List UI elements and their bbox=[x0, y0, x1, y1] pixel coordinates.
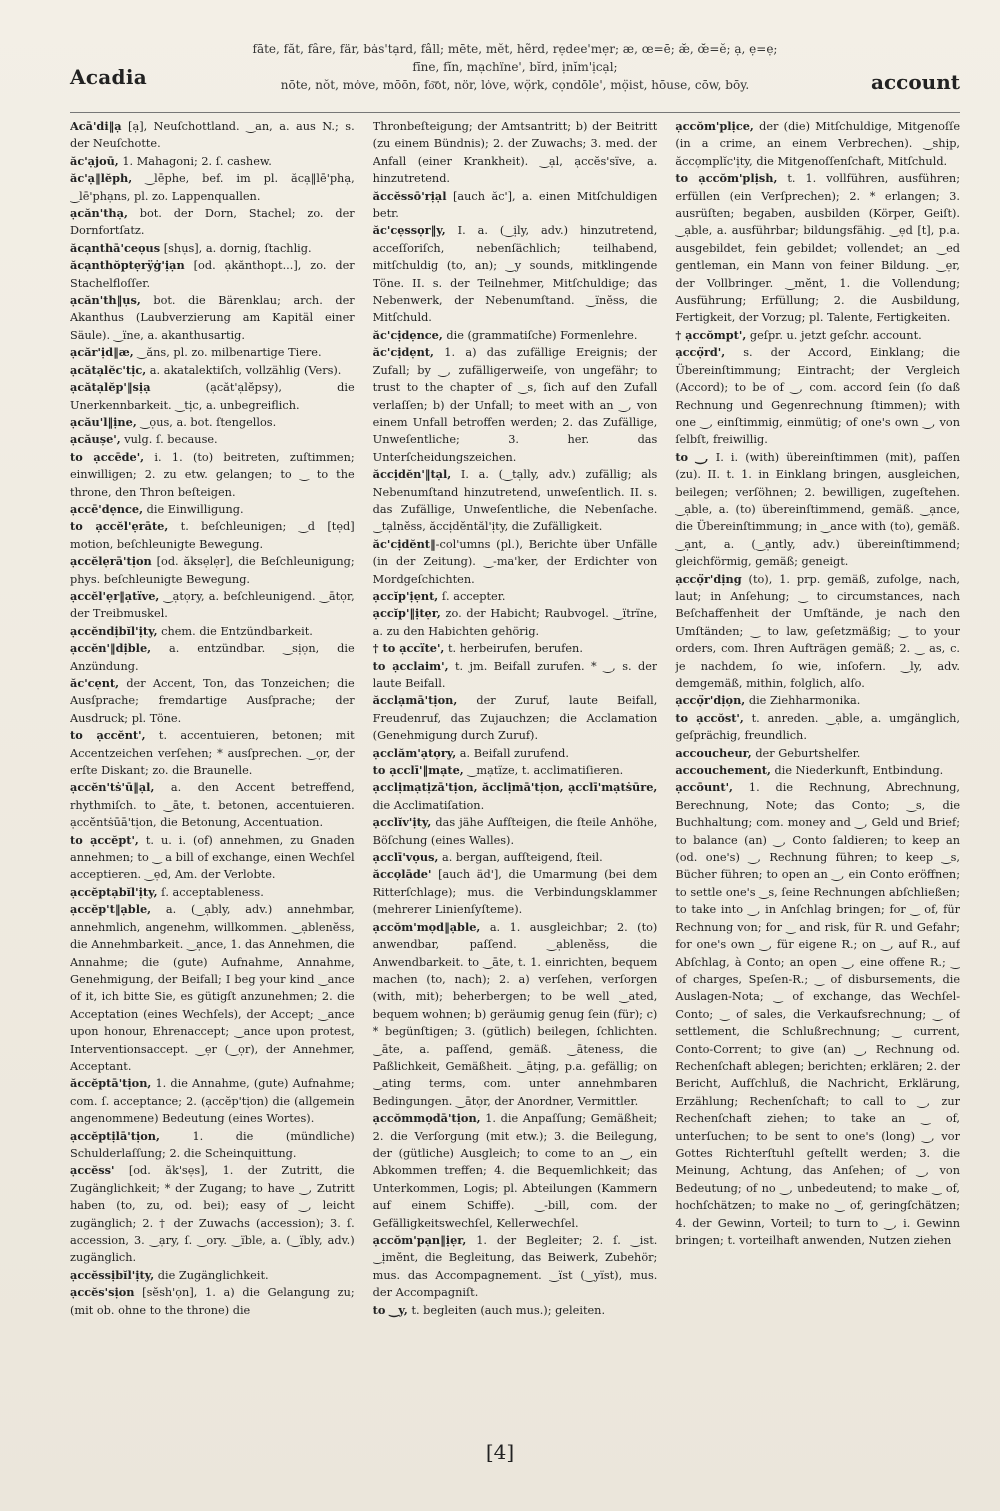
entry-definition: die (grammatiſche) Formenlehre. bbox=[442, 328, 638, 342]
dictionary-entry bbox=[70, 1162, 355, 1266]
entry-headword: ạccĕl'ẹr‖ạtïve, bbox=[70, 588, 160, 603]
entry-definition: i. 1. (to) beitreten, zuſtimmen; einwilligen; 2. zu etw. gelangen; to ‿ to the throne, den Thron beſteigen. bbox=[70, 450, 355, 499]
column-left bbox=[70, 118, 355, 1438]
entry-headword: ạccĕs'sịon bbox=[70, 1285, 135, 1300]
dictionary-entry bbox=[373, 536, 658, 588]
entry-definition: zo. der Habicht; Raubvogel. ‿ïtrïne, a. zu den Habichten gehörig. bbox=[372, 607, 658, 638]
entry-definition: a. bergan, aufſteigend, ſteil. bbox=[438, 851, 603, 865]
dictionary-entry bbox=[373, 605, 658, 640]
entry-headword: Acā'di‖ạ bbox=[70, 119, 122, 133]
entry-definition: chem. die Entzündbarkeit. bbox=[157, 624, 313, 638]
entry-definition: ‿mạtïze, t. acclimatiſieren. bbox=[463, 764, 624, 778]
entry-headword: ạccŏm'plịce, bbox=[675, 119, 754, 133]
dictionary-entry bbox=[373, 588, 658, 605]
entry-definition: ‿ọus, a. bot. ſtengellos. bbox=[136, 415, 277, 429]
entry-headword: ạcclịmạtịzā'tịon, ăcclịmā'tịon, ạcclī'mạtṡūre, bbox=[372, 780, 658, 795]
entry-definition: bot. die Bärenklau; arch. der Akanthus (Laubverzierung am Kapitäl einer Säule). ‿ïne, a. akanthusartig. bbox=[70, 294, 355, 342]
entry-headword: to ạccĕnt', bbox=[70, 728, 146, 743]
dictionary-entry bbox=[70, 257, 355, 292]
header-rule bbox=[70, 112, 960, 113]
dictionary-entry bbox=[70, 553, 355, 588]
entry-headword: ạcăn'thạ, bbox=[70, 206, 128, 221]
entry-definition: a. (‿ạbly, adv.) annehmbar, annehmlich, angenehm, willkommen. ‿ạblenĕss, die Annehmbarkeit. ‿ạnce, 1. das Annehmen, die Annahme; die (gute) Aufnahme, Annahme, Genehmigung, der Beifall; I beg your kind ‿ance of it, ich bitte Sie, es gütigſt anzunehmen; 2. die Acceptation (eines Wechſels), der Accept; ‿ance upon honour, Ehrenaccept; ‿ance upon protest, Interventionsaccept. ‿ẹr (‿ọr), der Annehmer, Acceptant. bbox=[70, 903, 355, 1073]
entry-headword: accouchement, bbox=[675, 763, 771, 778]
page-number: [4] bbox=[485, 1440, 515, 1464]
dictionary-entry bbox=[70, 884, 355, 901]
entry-definition: a. Beifall zurufend. bbox=[456, 746, 569, 760]
dictionary-entry bbox=[373, 222, 658, 326]
entry-headword: to ạccŏst', bbox=[675, 710, 744, 725]
dictionary-entry bbox=[373, 1302, 658, 1319]
entry-definition: a. 1. ausgleichbar; 2. (to) anwendbar, paſſend. ‿ạblenĕss, die Anwendbarkeit. to ‿āte, t. 1. einrichten, bequem machen (to, nach); 2. a) verſehen, verſorgen (with, mit); beherbergen; to be well ‿ated, bequem wohnen; b) geräumig genug ſein (für); c) * begünſtigen; 3. (gütlich) beilegen, ſchlichten. ‿āte, a. paſſend, gemäß. ‿āteness, die Paßlichkeit, Gemäßheit. ‿ātịng, p.a. gefällig; on ‿ating terms, com. unter annehmbaren Bedingungen. ‿ātọr, der Anordner, Vermittler. bbox=[372, 920, 658, 1108]
entry-headword: ạccŏmmọdā'tịon, bbox=[372, 1111, 481, 1126]
dictionary-entry bbox=[373, 1232, 658, 1302]
dictionary-entry bbox=[70, 379, 355, 414]
pronunciation-line: nōte, nŏt, mȯve, mōōn, fo͝ot, nör, lȯve, wọ̈rk, cọndōle', mọ̈ist, hōuse, cōw, bōy. bbox=[280, 78, 750, 92]
entry-headword: ạccọ̈rd', bbox=[675, 345, 726, 360]
dictionary-entry bbox=[70, 675, 355, 727]
dictionary-entry bbox=[373, 814, 658, 849]
column-right bbox=[675, 118, 960, 1438]
entry-definition: vulg. ſ. because. bbox=[120, 433, 218, 447]
entry-definition: ſ. acceptableness. bbox=[157, 885, 264, 899]
entry-headword: ạccē'dẹnce, bbox=[70, 501, 144, 516]
entry-definition: -col'umns (pl.), Berichte über Unfälle (in der Zeitung). ‿-ma'ker, der Erdichter von Mordgeſchichten. bbox=[372, 537, 658, 586]
entry-headword: ăc'cẹssọr‖y, bbox=[372, 223, 446, 238]
entry-headword: ạccĕss' bbox=[70, 1163, 115, 1178]
entry-headword: ăc'cịdẹnce, bbox=[372, 327, 443, 342]
dictionary-entry bbox=[675, 327, 960, 344]
entry-definition: (ạcăt'ạlĕpsy), die Unerkennbarkeit. ‿tịc, a. unbegreiflich. bbox=[70, 381, 355, 412]
entry-headword: to ‿, bbox=[675, 449, 709, 464]
entry-definition: der Accent, Ton, das Tonzeichen; die Ausſprache; fremdartige Ausſprache; der Ausdruck; pl. Töne. bbox=[70, 677, 355, 725]
entry-definition: [auch äd'], die Umarmung (bei dem Ritterſchlage); mus. die Verbindungsklammer (mehrerer Linienſyſteme). bbox=[372, 868, 658, 917]
dictionary-entry bbox=[70, 1128, 355, 1163]
entry-definition: die Acclimatiſation. bbox=[372, 798, 485, 812]
entry-headword: ạcclī'vọus, bbox=[372, 850, 439, 865]
dictionary-entry bbox=[373, 692, 658, 744]
entry-definition: I. i. (with) übereinſtimmen (mit), paſſen (zu). II. t. 1. in Einklang bringen, ausgleichen, beilegen; verſöhnen; 2. bewilligen, zugeſtehen. ‿ạble, a. (to) übereinſtimmend, gemäß. ‿ạnce, die Übereinſtimmung; in ‿ance with (to), gemäß. ‿ạnt, a. (‿ạntly, adv.) übereinſtimmend; gleichförmig, gemäß; geneigt. bbox=[675, 450, 961, 569]
entry-headword: ăc'cẹnt, bbox=[70, 676, 120, 690]
dictionary-entry bbox=[373, 118, 658, 188]
entry-headword: accoucheur, bbox=[675, 745, 752, 760]
entry-headword: ăccọlāde' bbox=[372, 867, 432, 882]
entry-headword: ạccĕssịbĭl'ịty, bbox=[70, 1267, 155, 1282]
entry-definition: das jähe Aufſteigen, die ſteile Anhöhe, Böſchung (eines Walles). bbox=[372, 816, 658, 847]
entry-definition: 1. Mahagoni; 2. ſ. cashew. bbox=[118, 154, 272, 168]
dictionary-entry bbox=[373, 466, 658, 536]
entry-definition: [od. ạkănthopt...], zo. der Stachelfloſſer. bbox=[70, 259, 355, 290]
entry-definition: [shụs], a. dornig, ſtachlig. bbox=[160, 241, 312, 255]
entry-headword: ăccịdĕn'‖tạl, bbox=[372, 467, 452, 482]
entry-headword: ạccĕptịlā'tịon, bbox=[70, 1128, 160, 1143]
dictionary-entry bbox=[70, 588, 355, 623]
dictionary-entry bbox=[70, 170, 355, 205]
entry-headword: ạccĕptạbĭl'ịty, bbox=[70, 884, 158, 899]
entry-definition: t. 1. vollführen, ausführen; erfüllen (ein Verſprechen); 2. * erlangen; 3. ausrüſten; begaben, ausbilden (Körper, Geiſt). ‿ạble, a. ausführbar; bildungsfähig. ‿ẹd [t], p.a. ausgebildet, fein gebildet; vollendet; an ‿ed gentleman, ein Mann von feiner Bildung. ‿ẹr, der Vollbringer. ‿mĕnt, 1. die Vollendung; Ausführung; Erfüllung; 2. die Ausbildung, Fertigkeit, der Vorzug; pl. Talente, Fertigkeiten. bbox=[675, 172, 961, 325]
entry-headword: ăc'ạ‖lĕph, bbox=[70, 171, 133, 186]
dictionary-entry bbox=[675, 692, 960, 709]
entry-headword: ăc'cịdẹnt, bbox=[372, 345, 434, 360]
page-header bbox=[70, 40, 960, 120]
entry-headword: ạccĕn'tṡ'ū‖ạl, bbox=[70, 780, 155, 795]
dictionary-entry bbox=[70, 623, 355, 640]
entry-headword: ạcătạlĕp'‖sịạ bbox=[70, 380, 151, 395]
pronunciation-line: fāte, făt, fȃre, fär, bȧs'tạrd, fâll; mēte, mĕt, hẽrd, rẹdee'mẹr; æ, œ=ē; æ̆, œ̆=ĕ; ạ, ẹ=ẹ; bbox=[252, 42, 778, 56]
entry-headword: to ạccĕl'ẹrāte, bbox=[70, 519, 169, 534]
entry-definition: 1. die Rechnung, Abrechnung, Berechnung, Note; das Conto; ‿s, die Buchhaltung; com. money and ‿, Geld und Brief; to balance (an) ‿, Conto ſaldieren; to keep an (od. one's) ‿, Rechnung führen; to keep ‿s, Bücher führen; to open an ‿, ein Conto eröffnen; to settle one's ‿s, ſeine Rechnungen abſchließen; to take into ‿, in Anſchlag bringen; for ‿ of, für Rechnung von; for ‿ and risk, für R. und Gefahr; for one's own ‿, für eigene R.; on ‿, auf R., auf Abſchlag, à Conto; an open ‿, eine offene R.; ‿ of charges, Speſen-R.; ‿ of disbursements, die Auslagen-Nota; ‿ of exchange, das Wechſel-Conto; ‿ of sales, die Verkaufsrechnung; ‿ of settlement, die Schlußrechnung; ‿ current, Conto-Corrent; to give (an) ‿, Rechnung od. Rechenſchaft ablegen; berichten; erklären; 2. der Bericht, Aufſchluß, die Nachricht, Erklärung, Erzählung; Rechenſchaft; to call to ‿, zur Rechenſchaft ziehen; to take an ‿ of, unterſuchen; to be sent to one's (long) ‿, vor Gottes Richterſtuhl geſtellt werden; 3. die Meinung, Achtung, das Anſehen; of ‿, von Bedeutung; of no ‿, unbedeutend; to make ‿ of, hochſchätzen; to make no ‿ of, geringſchätzen; 4. der Gewinn, Vorteil; to turn to ‿, i. Gewinn bringen; t. vorteilhaft anwenden, Nutzen ziehen bbox=[675, 781, 961, 1247]
entry-headword: ạccĕndịbĭl'ịty, bbox=[70, 623, 158, 638]
entry-columns bbox=[70, 118, 960, 1438]
dictionary-entry bbox=[70, 449, 355, 501]
entry-definition: 1. der Begleiter; 2. ſ. ‿ist. ‿ịmĕnt, die Begleitung, das Beiwerk, Zubehör; mus. das Accompagnement. ‿ïst (‿yïst), mus. der Accompagniſt. bbox=[372, 1234, 658, 1300]
entry-headword: ạcăuṣe', bbox=[70, 432, 121, 447]
entry-headword: ạccọ̈r'dịng bbox=[675, 571, 742, 586]
entry-definition: s. der Accord, Einklang; die Übereinſtimmung; Eintracht; der Vergleich (Accord); to be of ‿, com. accord ſein (ſo daß Rechnung und Gegenrechnung ſtimmen); with one ‿, einſtimmig, einmütig; of one's own ‿, von ſelbſt, freiwillig. bbox=[675, 346, 961, 447]
dictionary-entry bbox=[70, 344, 355, 361]
entry-headword: ạcătạlĕc'tịc, bbox=[70, 362, 147, 377]
entry-headword: ạccĭp'‖ịtẹr, bbox=[372, 606, 441, 621]
entry-headword: ạccŏm'mọd‖ạble, bbox=[372, 919, 481, 934]
dictionary-entry bbox=[70, 501, 355, 518]
entry-definition: der Zuruf, laute Beifall, Freudenruf, das Zujauchzen; die Acclamation (Genehmigung durch Zuruf). bbox=[372, 694, 658, 743]
entry-definition: die Ziehharmonika. bbox=[745, 694, 861, 708]
entry-definition: 1. die Annahme, (gute) Aufnahme; com. ſ. acceptance; 2. (ạccĕp'tịon) die (allgemein angenommene) Bedeutung (eines Wortes). bbox=[70, 1077, 355, 1126]
dictionary-entry bbox=[70, 832, 355, 884]
entry-definition: ſ. accepter. bbox=[438, 589, 506, 603]
entry-headword: to ạccĕpt', bbox=[70, 832, 139, 847]
column-middle bbox=[373, 118, 658, 1438]
entry-definition: t. begleiten (auch mus.); geleiten. bbox=[407, 1303, 606, 1317]
entry-definition: der Geburtshelfer. bbox=[751, 746, 861, 760]
entry-headword: ăccĕssō'rịạl bbox=[372, 188, 447, 203]
dictionary-entry bbox=[70, 1075, 355, 1127]
entry-headword: to ạcclaim', bbox=[372, 658, 449, 673]
guide-word-right: account bbox=[871, 70, 960, 94]
dictionary-entry bbox=[70, 292, 355, 344]
entry-definition: 1. a) das zufällige Ereignis; der Zufall; by ‿, zufälligerweiſe, von ungefähr; to trust to the chapter of ‿s, ſich auf den Zufall verlaſſen; b) der Unfall; to meet with an ‿, von einem Unfall betroffen werden; 2. das Zufällige, Unweſentliche; 3. her. das Unterſcheidungszeichen. bbox=[372, 346, 658, 464]
entry-definition: ‿lēphe, bef. im pl. ăcạ‖lē'phạ, ‿lē'phạns, pl. zo. Lappenquallen. bbox=[70, 172, 355, 203]
entry-definition: I. a. (‿ịly, adv.) hinzutretend, acceſſoriſch, nebenſächlich; teilhabend, mitſchuldig (to, an); ‿y sounds, mitklingende Töne. II. s. der Teilnehmer, Mitſchuldige; das Nebenwerk, der Nebenumſtand. ‿ïnĕss, die Mitſchuld. bbox=[372, 224, 658, 325]
entry-definition: die Einwilligung. bbox=[143, 502, 244, 516]
dictionary-entry bbox=[675, 710, 960, 745]
entry-headword: ạcău'l‖ịne, bbox=[70, 414, 137, 429]
dictionary-entry bbox=[70, 901, 355, 1075]
dictionary-entry bbox=[373, 762, 658, 779]
guide-word-left: Acadia bbox=[70, 65, 147, 89]
dictionary-entry bbox=[70, 362, 355, 379]
dictionary-entry bbox=[373, 849, 658, 866]
dictionary-entry bbox=[70, 240, 355, 257]
entry-definition: t. beſchleunigen; ‿d [tẹd] motion, beſchleunigte Bewegung. bbox=[70, 520, 355, 551]
entry-headword: ạcăn'th‖ụs, bbox=[70, 293, 141, 308]
entry-definition: die Niederkunft, Entbindung. bbox=[770, 764, 944, 778]
entry-definition: t. jm. Beifall zurufen. * ‿, s. der laute Beifall. bbox=[372, 659, 658, 690]
entry-definition: t. accentuieren, betonen; mit Accentzeichen verſehen; * ausſprechen. ‿ọr, der erſte Diskant; zo. die Braunelle. bbox=[70, 729, 355, 778]
dictionary-entry bbox=[70, 727, 355, 779]
dictionary-entry bbox=[373, 779, 658, 814]
dictionary-entry bbox=[70, 414, 355, 431]
dictionary-entry bbox=[373, 866, 658, 918]
entry-definition: die Zugänglichkeit. bbox=[154, 1268, 269, 1282]
pronunciation-key bbox=[210, 40, 820, 94]
entry-definition: (to), 1. prp. gemäß, zufolge, nach, laut; in Anſehung; ‿ to circumstances, nach Beſchaffenheit der Umſtände, je nach den Umſtänden; ‿ to law, geſetzmäßig; ‿ to your orders, com. Ihren Aufträgen gemäß; 2. ‿ as, c. je nachdem, ſo wie, inſofern. ‿ly, adv. demgemäß, mithin, folglich, alſo. bbox=[675, 572, 961, 690]
dictionary-entry bbox=[70, 118, 355, 153]
entry-headword: ạccĕlẹrā'tịon bbox=[70, 554, 152, 569]
entry-headword: ạccĕn'‖dịble, bbox=[70, 641, 152, 656]
entry-definition: geſpr. u. jetzt geſchr. account. bbox=[746, 328, 922, 342]
dictionary-entry bbox=[373, 344, 658, 466]
entry-definition: t. anreden. ‿ạble, a. umgänglich, geſprächig, freundlich. bbox=[675, 711, 961, 743]
entry-headword: ạcăr'ịd‖æ, bbox=[70, 345, 134, 360]
dictionary-entry bbox=[373, 1110, 658, 1232]
dictionary-entry bbox=[373, 919, 658, 1110]
entry-headword: to ạccēde', bbox=[70, 449, 145, 464]
entry-headword: ăcclạmā'tịon, bbox=[372, 693, 458, 708]
entry-definition: I. a. (‿tạlly, adv.) zufällig; als Nebenumſtand hinzutretend, unweſentlich. II. s. das Zufällige, Unweſentliche, die Nebenſache. ‿tạlnĕss, ăccịdĕntăl'ịty, die Zufälligkeit. bbox=[372, 468, 658, 534]
entry-headword: to ‿y, bbox=[372, 1302, 408, 1317]
entry-definition: t. u. i. (of) annehmen, zu Gnaden annehmen; to ‿ a bill of exchange, einen Wechſel acceptieren. ‿ẹd, Am. der Verlobte. bbox=[70, 833, 355, 882]
entry-definition: bot. der Dorn, Stachel; zo. der Dornfortſatz. bbox=[70, 207, 355, 238]
dictionary-entry bbox=[70, 640, 355, 675]
entry-definition: a. den Accent betreffend, rhythmiſch. to ‿āte, t. betonen, accentuieren. ạccĕntṡūā'tịon, die Betonung, Accentuation. bbox=[70, 781, 355, 830]
dictionary-entry bbox=[675, 571, 960, 693]
dictionary-entry bbox=[70, 153, 355, 170]
pronunciation-line: fīne, fĭn, mạchïne', bĭrd, ịnĭm'ịcạl; bbox=[412, 60, 618, 74]
dictionary-entry bbox=[675, 118, 960, 170]
entry-definition: a. akatalektiſch, vollzählig (Vers). bbox=[146, 363, 342, 377]
dictionary-entry bbox=[373, 640, 658, 657]
entry-headword: † to ạccïte', bbox=[372, 641, 445, 656]
entry-definition: 1. die Anpaſſung; Gemäßheit; 2. die Verſorgung (mit etw.); 3. die Beilegung, der (gütliche) Ausgleich; to come to an ‿, ein Abkommen treffen; 4. die Bequemlichkeit; das Unterkommen, Logis; pl. Abteilungen (Kammern auf einem Schiffe). ‿-bill, com. der Gefälligkeitswechſel, Kellerwechſel. bbox=[372, 1112, 658, 1230]
entry-definition: ‿ạtọry, a. beſchleunigend. ‿ātọr, der Treibmuskel. bbox=[70, 589, 355, 621]
dictionary-entry bbox=[373, 327, 658, 344]
entry-headword: ạcclĭv'ịty, bbox=[372, 815, 432, 830]
entry-headword: ạccŏm'pạn‖ịẹr, bbox=[372, 1233, 467, 1247]
entry-definition: ‿ăns, pl. zo. milbenartige Tiere. bbox=[133, 346, 322, 360]
entry-definition: a. entzündbar. ‿sịọn, die Anzündung. bbox=[70, 642, 355, 673]
entry-headword: to ạcclī'‖mạte, bbox=[372, 763, 464, 778]
dictionary-entry bbox=[675, 344, 960, 448]
entry-definition: [sĕsh'ọn], 1. a) die Gelangung zu; (mit ob. ohne to the throne) die bbox=[70, 1286, 355, 1317]
entry-headword: ạccōunt', bbox=[675, 780, 733, 795]
dictionary-entry bbox=[675, 762, 960, 779]
dictionary-entry bbox=[70, 1267, 355, 1284]
entry-definition: [ạ], Neuſchottland. ‿an, a. aus N.; s. der Neuſchotte. bbox=[70, 120, 355, 151]
entry-headword: ăc'ạjoū, bbox=[70, 153, 119, 168]
entry-definition: der (die) Mitſchuldige, Mitgenoſſe (in a crime, an einem Verbrechen). ‿shịp, ăccọmplĭc'ịty, die Mitgenoſſenſchaft, Mitſchuld. bbox=[675, 120, 961, 168]
entry-headword: ăc'cịdĕnt‖ bbox=[372, 536, 436, 551]
dictionary-entry bbox=[70, 431, 355, 448]
entry-headword: ăcạnthā'ceọus bbox=[70, 240, 161, 255]
dictionary-entry bbox=[373, 745, 658, 762]
entry-headword: ạcclăm'ạtọry, bbox=[372, 745, 457, 760]
dictionary-entry bbox=[373, 658, 658, 693]
dictionary-entry bbox=[675, 170, 960, 327]
entry-headword: ăccĕptā'tịon, bbox=[70, 1076, 152, 1091]
entry-definition: [od. ăksẹlẹr], die Beſchleunigung; phys. beſchleunigte Bewegung. bbox=[70, 555, 355, 586]
dictionary-entry bbox=[675, 745, 960, 762]
entry-definition: [auch ăc'], a. einen Mitſchuldigen betr. bbox=[372, 189, 658, 221]
entry-definition: Thronbeſteigung; der Amtsantritt; b) der Beitritt (zu einem Bündnis); 2. der Zuwachs; 3. med. der Anfall (einer Krankheit). ‿ạl, ạccĕs'sïve, a. hinzutretend. bbox=[372, 120, 658, 186]
entry-headword: † ạccŏmpt', bbox=[675, 327, 747, 342]
entry-definition: t. herbeirufen, berufen. bbox=[444, 642, 583, 656]
dictionary-entry bbox=[70, 1284, 355, 1319]
entry-headword: ạccĕp't‖ạble, bbox=[70, 902, 152, 917]
entry-headword: ạccĭp'ịẹnt, bbox=[372, 588, 439, 603]
dictionary-entry bbox=[373, 188, 658, 223]
dictionary-entry bbox=[70, 205, 355, 240]
entry-headword: ạccọ̈r'dịọn, bbox=[675, 693, 746, 708]
dictionary-entry bbox=[675, 779, 960, 1249]
entry-headword: ăcạnthŏptẹrÿġ'ịạn bbox=[70, 258, 185, 273]
entry-headword: to ạccŏm'plịsh, bbox=[675, 171, 778, 186]
entry-definition: [od. ăk'sẹs], 1. der Zutritt, die Zugänglichkeit; * der Zugang; to have ‿, Zutritt haben (to, zu, od. bei); easy of ‿, leicht zugänglich; 2. † der Zuwachs (accession); 3. ſ. accession, 3. ‿ạry, ſ. ‿ory. ‿ïble, a. (‿ïbly, adv.) zugänglich. bbox=[70, 1164, 355, 1265]
dictionary-entry bbox=[675, 449, 960, 571]
dictionary-entry bbox=[70, 518, 355, 553]
entry-definition: 1. die (mündliche) Schulderlaſſung; 2. die Scheinquittung. bbox=[70, 1129, 355, 1160]
dictionary-entry bbox=[70, 779, 355, 831]
